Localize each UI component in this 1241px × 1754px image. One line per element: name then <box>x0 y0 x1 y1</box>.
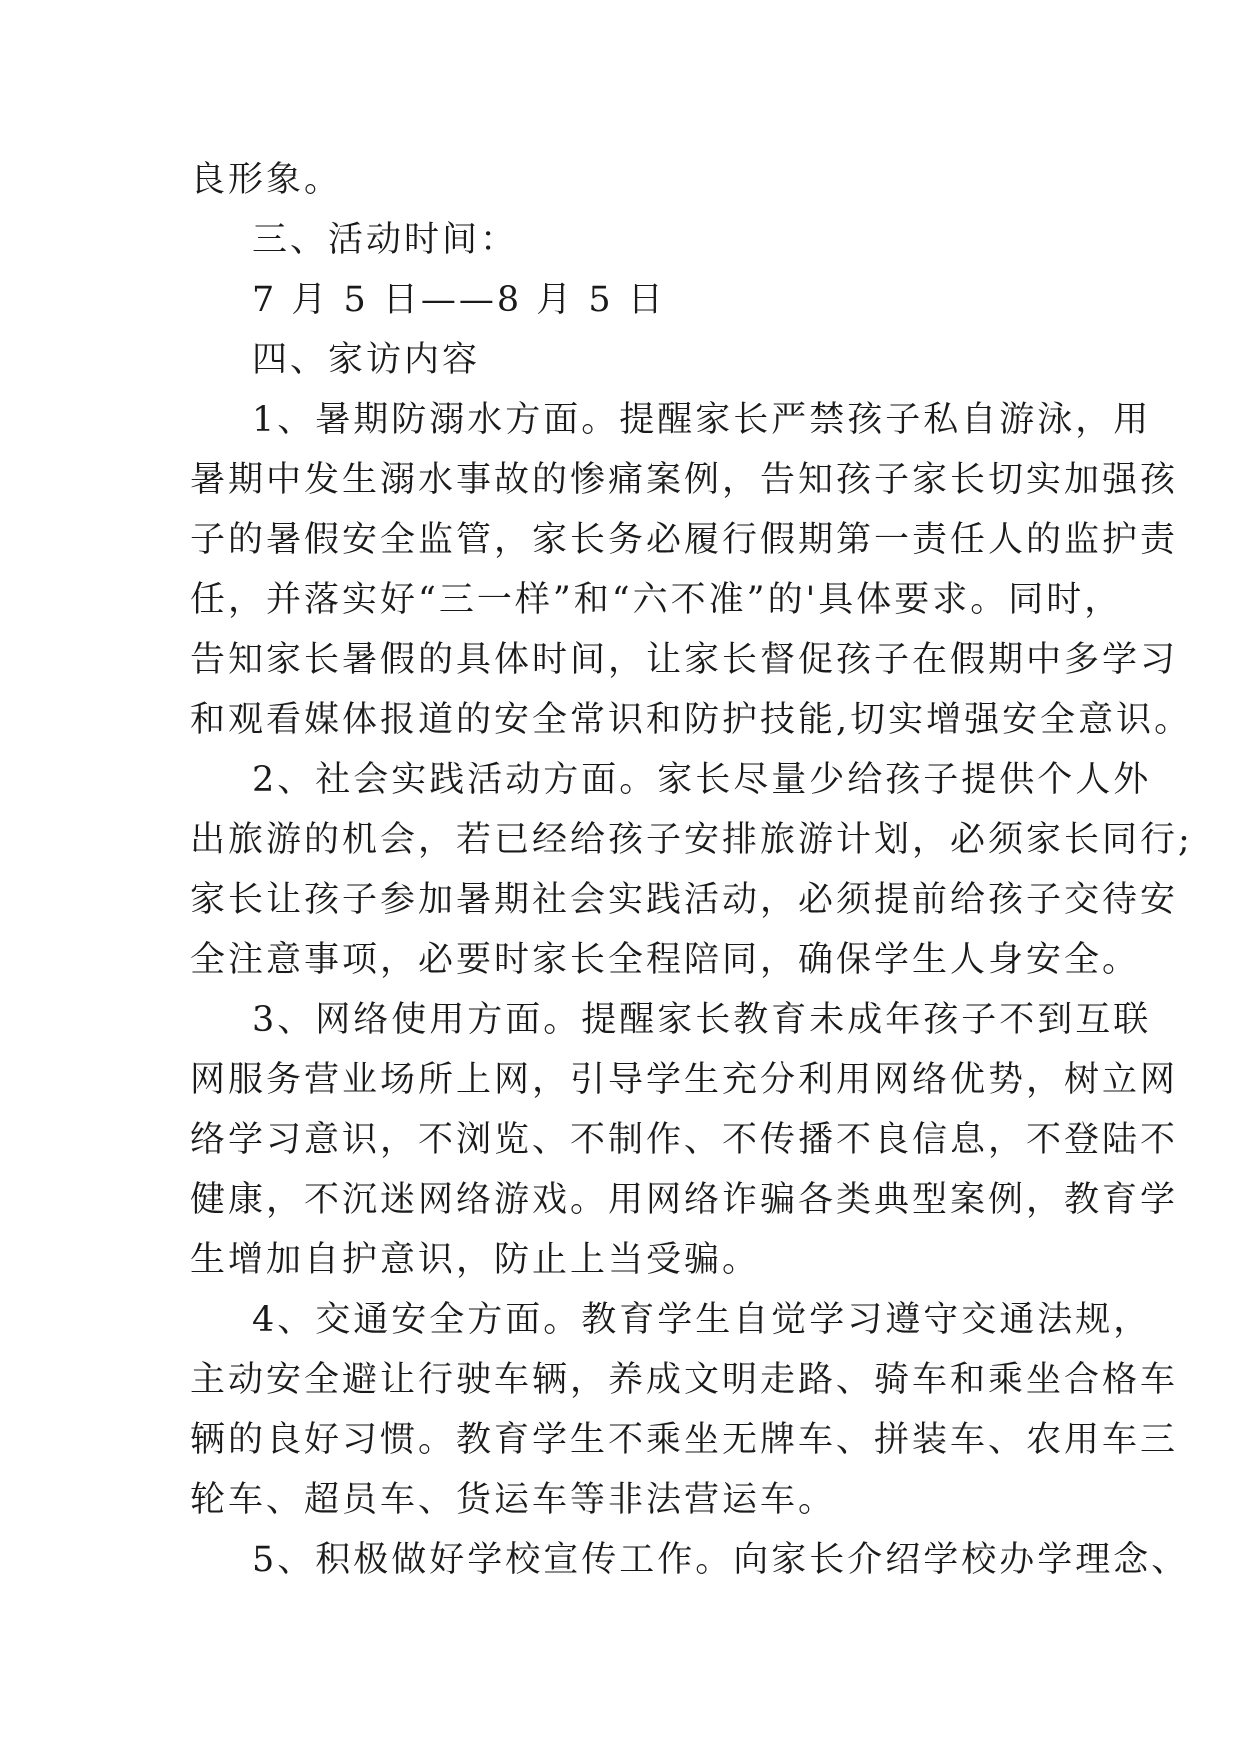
paragraph-traffic-line: 轮车、超员车、货运车等非法营运车。 <box>190 1480 837 1520</box>
paragraph-social-practice-line: 出旅游的机会，若已经给孩子安排旅游计划，必须家长同行; <box>190 820 1193 860</box>
paragraph-social-practice-line: 家长让孩子参加暑期社会实践活动，必须提前给孩子交待安 <box>190 880 1179 920</box>
paragraph-drowning-line: 暑期中发生溺水事故的惨痛案例，告知孩子家长切实加强孩 <box>190 460 1179 500</box>
activity-dates: 7 月 5 日——8 月 5 日 <box>252 280 666 320</box>
paragraph-internet-line: 网服务营业场所上网，引导学生充分利用网络优势，树立网 <box>190 1060 1179 1100</box>
paragraph-traffic-line: 4、交通安全方面。教育学生自觉学习遵守交通法规， <box>252 1300 1152 1340</box>
paragraph-drowning-line: 和观看媒体报道的安全常识和防护技能,切实增强安全意识。 <box>190 700 1193 740</box>
section-heading-visit-content: 四、家访内容 <box>252 340 481 380</box>
document-body <box>190 150 1193 1590</box>
text-line: 良形象。 <box>190 160 343 200</box>
paragraph-traffic-line: 主动安全避让行驶车辆，养成文明走路、骑车和乘坐合格车 <box>190 1360 1179 1400</box>
paragraph-social-practice-line: 全注意事项，必要时家长全程陪同，确保学生人身安全。 <box>190 940 1141 980</box>
paragraph-drowning-line: 子的暑假安全监管，家长务必履行假期第一责任人的监护责 <box>190 520 1179 560</box>
paragraph-drowning-line: 任，并落实好“三一样”和“六不准”的'具体要求。同时， <box>190 580 1123 620</box>
paragraph-drowning-line: 1、暑期防溺水方面。提醒家长严禁孩子私自游泳，用 <box>252 400 1152 440</box>
section-heading-activity-time: 三、活动时间： <box>252 220 519 260</box>
paragraph-internet-line: 生增加自护意识，防止上当受骗。 <box>190 1240 761 1280</box>
paragraph-internet-line: 络学习意识，不浏览、不制作、不传播不良信息，不登陆不 <box>190 1120 1179 1160</box>
paragraph-internet-line: 健康，不沉迷网络游戏。用网络诈骗各类典型案例，教育学 <box>190 1180 1179 1220</box>
paragraph-internet-line: 3、网络使用方面。提醒家长教育未成年孩子不到互联 <box>252 1000 1152 1040</box>
paragraph-publicity-line: 5、积极做好学校宣传工作。向家长介绍学校办学理念、 <box>252 1540 1190 1580</box>
paragraph-social-practice-line: 2、社会实践活动方面。家长尽量少给孩子提供个人外 <box>252 760 1152 800</box>
paragraph-drowning-line: 告知家长暑假的具体时间，让家长督促孩子在假期中多学习 <box>190 640 1179 680</box>
paragraph-traffic-line: 辆的良好习惯。教育学生不乘坐无牌车、拼装车、农用车三 <box>190 1420 1179 1460</box>
